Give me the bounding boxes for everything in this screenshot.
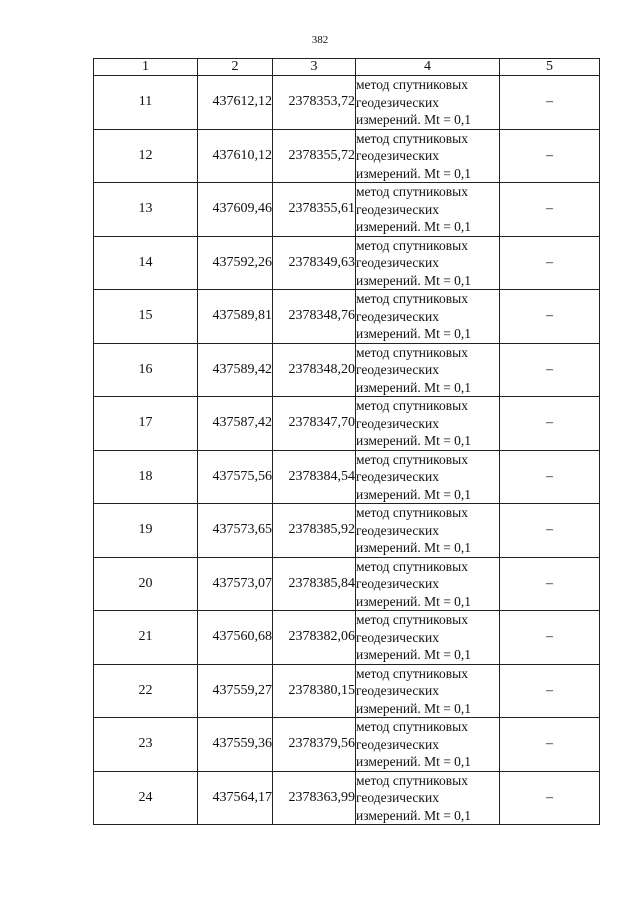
method-line-1: метод спутниковых xyxy=(356,291,468,306)
point-number: 23 xyxy=(94,718,198,772)
note-cell: – xyxy=(500,450,600,504)
coordinate-y: 2378347,70 xyxy=(273,397,356,451)
header-col-1: 1 xyxy=(94,59,198,76)
method-line-1: метод спутниковых xyxy=(356,237,468,253)
coordinate-x: 437573,07 xyxy=(198,557,273,611)
note-cell: – xyxy=(500,343,600,397)
method-line-1: метод спутниковых xyxy=(356,719,468,734)
method-line-1: метод спутниковых xyxy=(356,505,468,520)
method-line-2: геодезических xyxy=(356,201,439,217)
table-row xyxy=(94,718,600,772)
method-line-2: геодезических xyxy=(356,94,439,110)
point-number: 20 xyxy=(94,557,198,611)
method-line-3: измерений. Mt = 0,1 xyxy=(356,807,472,823)
point-number: 18 xyxy=(94,450,198,504)
point-number: 17 xyxy=(94,397,198,451)
table-row xyxy=(94,450,600,504)
table-row xyxy=(94,76,600,130)
point-number: 22 xyxy=(94,664,198,718)
table-row xyxy=(94,183,600,237)
table-row xyxy=(94,504,600,558)
note-cell: – xyxy=(500,664,600,718)
method-line-3: измерений. Mt = 0,1 xyxy=(356,272,472,288)
method-line-2: геодезических xyxy=(356,522,439,538)
determination-method xyxy=(356,611,500,665)
determination-method xyxy=(356,397,500,451)
determination-method xyxy=(356,236,500,290)
method-line-2: геодезических xyxy=(356,683,439,698)
coordinate-y: 2378349,63 xyxy=(273,236,356,290)
coordinate-x: 437575,56 xyxy=(198,450,273,504)
coordinate-x: 437559,36 xyxy=(198,718,273,772)
table-row xyxy=(94,611,600,665)
point-number: 16 xyxy=(94,343,198,397)
method-line-2: геодезических xyxy=(356,469,439,484)
coordinate-y: 2378379,56 xyxy=(273,718,356,772)
coordinate-x: 437564,17 xyxy=(198,771,273,825)
coordinate-y: 2378385,92 xyxy=(273,504,356,558)
method-line-3: измерений. Mt = 0,1 xyxy=(356,647,472,662)
header-col-3: 3 xyxy=(273,59,356,76)
coordinate-x: 437612,12 xyxy=(198,76,273,130)
method-line-1: метод спутниковых xyxy=(356,184,468,199)
coordinate-y: 2378355,61 xyxy=(273,183,356,237)
method-line-1: метод спутниковых xyxy=(356,612,468,627)
header-col-5: 5 xyxy=(500,59,600,76)
method-line-2: геодезических xyxy=(356,790,439,805)
table-row xyxy=(94,129,600,183)
method-line-2: геодезических xyxy=(356,255,439,270)
determination-method xyxy=(356,343,500,397)
method-line-3: измерений. Mt = 0,1 xyxy=(356,486,472,502)
method-line-2: геодезических xyxy=(356,362,439,377)
note-cell: – xyxy=(500,771,600,825)
method-line-3: измерений. Mt = 0,1 xyxy=(356,326,472,341)
point-number: 12 xyxy=(94,129,198,183)
point-number: 13 xyxy=(94,183,198,237)
method-line-3: измерений. Mt = 0,1 xyxy=(356,112,472,127)
header-col-4: 4 xyxy=(356,59,500,76)
point-number: 15 xyxy=(94,290,198,344)
method-line-1: метод спутниковых xyxy=(356,77,468,92)
coordinates-table xyxy=(93,58,600,825)
method-line-1: метод спутниковых xyxy=(356,344,468,360)
method-line-1: метод спутниковых xyxy=(356,451,468,467)
determination-method xyxy=(356,129,500,183)
coordinate-x: 437573,65 xyxy=(198,504,273,558)
note-cell: – xyxy=(500,557,600,611)
table-row xyxy=(94,664,600,718)
header-col-2: 2 xyxy=(198,59,273,76)
coordinate-y: 2378380,15 xyxy=(273,664,356,718)
coordinate-x: 437560,68 xyxy=(198,611,273,665)
method-line-1: метод спутниковых xyxy=(356,665,468,681)
point-number: 21 xyxy=(94,611,198,665)
determination-method xyxy=(356,557,500,611)
page-number: 382 xyxy=(311,34,329,46)
coordinate-x: 437592,26 xyxy=(198,236,273,290)
determination-method xyxy=(356,718,500,772)
method-line-3: измерений. Mt = 0,1 xyxy=(356,219,472,234)
table-row xyxy=(94,557,600,611)
determination-method xyxy=(356,771,500,825)
point-number: 24 xyxy=(94,771,198,825)
note-cell: – xyxy=(500,290,600,344)
method-line-3: измерений. Mt = 0,1 xyxy=(356,700,472,716)
determination-method xyxy=(356,76,500,130)
method-line-1: метод спутниковых xyxy=(356,772,468,788)
coordinate-x: 437559,27 xyxy=(198,664,273,718)
note-cell: – xyxy=(500,129,600,183)
note-cell: – xyxy=(500,504,600,558)
method-line-1: метод спутниковых xyxy=(356,130,468,146)
coordinate-x: 437587,42 xyxy=(198,397,273,451)
determination-method xyxy=(356,664,500,718)
table-row xyxy=(94,771,600,825)
note-cell: – xyxy=(500,76,600,130)
coordinate-y: 2378384,54 xyxy=(273,450,356,504)
coordinate-y: 2378363,99 xyxy=(273,771,356,825)
coordinate-x: 437610,12 xyxy=(198,129,273,183)
coordinate-y: 2378348,76 xyxy=(273,290,356,344)
coordinate-x: 437609,46 xyxy=(198,183,273,237)
method-line-2: геодезических xyxy=(356,736,439,752)
method-line-1: метод спутниковых xyxy=(356,398,468,413)
point-number: 11 xyxy=(94,76,198,130)
table-header-row xyxy=(94,59,600,76)
determination-method xyxy=(356,290,500,344)
determination-method xyxy=(356,450,500,504)
table-row xyxy=(94,397,600,451)
determination-method xyxy=(356,183,500,237)
method-line-2: геодезических xyxy=(356,629,439,645)
coordinate-y: 2378355,72 xyxy=(273,129,356,183)
method-line-3: измерений. Mt = 0,1 xyxy=(356,540,472,555)
note-cell: – xyxy=(500,397,600,451)
table-row xyxy=(94,343,600,397)
method-line-3: измерений. Mt = 0,1 xyxy=(356,433,472,448)
method-line-1: метод спутниковых xyxy=(356,558,468,574)
determination-method xyxy=(356,504,500,558)
coordinate-y: 2378348,20 xyxy=(273,343,356,397)
method-line-2: геодезических xyxy=(356,576,439,591)
table-row xyxy=(94,236,600,290)
note-cell: – xyxy=(500,183,600,237)
coordinate-x: 437589,81 xyxy=(198,290,273,344)
method-line-3: измерений. Mt = 0,1 xyxy=(356,379,472,395)
method-line-2: геодезических xyxy=(356,308,439,324)
coordinate-y: 2378385,84 xyxy=(273,557,356,611)
note-cell: – xyxy=(500,718,600,772)
method-line-2: геодезических xyxy=(356,415,439,431)
coordinate-y: 2378353,72 xyxy=(273,76,356,130)
method-line-3: измерений. Mt = 0,1 xyxy=(356,754,472,769)
point-number: 14 xyxy=(94,236,198,290)
coordinate-y: 2378382,06 xyxy=(273,611,356,665)
method-line-2: геодезических xyxy=(356,148,439,163)
method-line-3: измерений. Mt = 0,1 xyxy=(356,593,472,609)
method-line-3: измерений. Mt = 0,1 xyxy=(356,165,472,181)
point-number: 19 xyxy=(94,504,198,558)
table-row xyxy=(94,290,600,344)
note-cell: – xyxy=(500,236,600,290)
coordinate-x: 437589,42 xyxy=(198,343,273,397)
note-cell: – xyxy=(500,611,600,665)
